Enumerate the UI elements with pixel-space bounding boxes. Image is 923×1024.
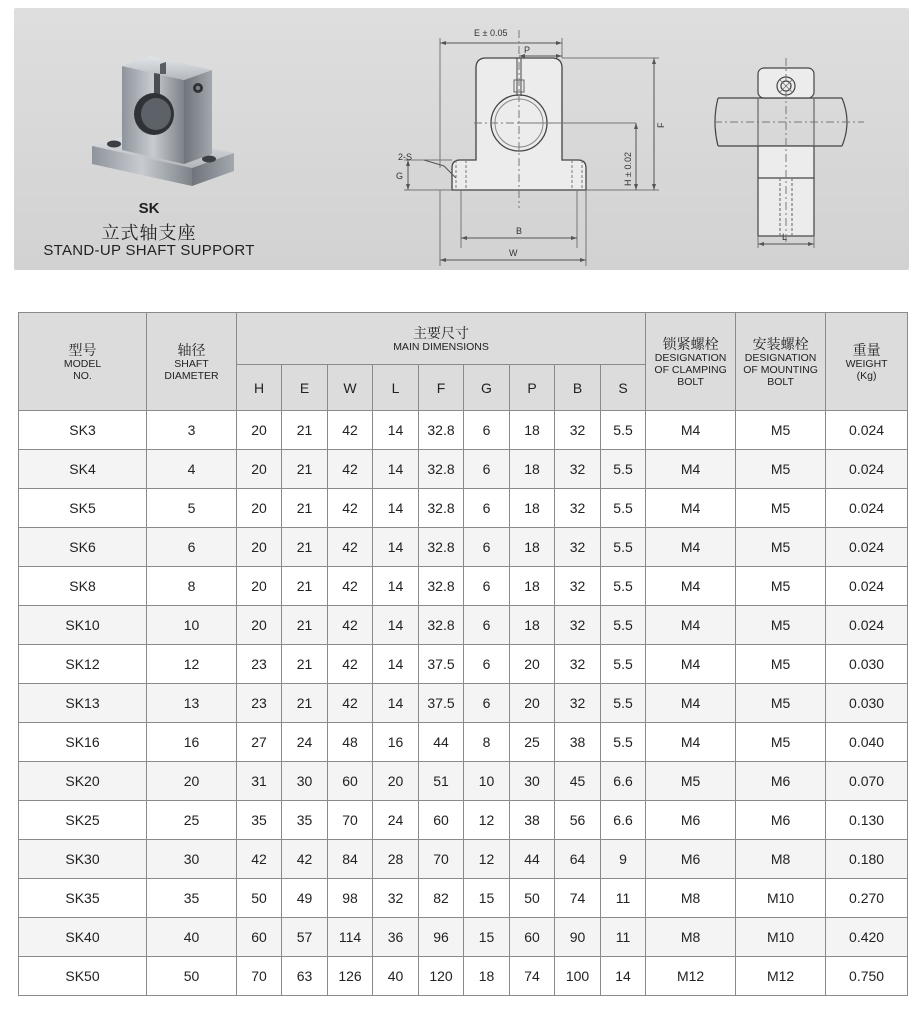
- dim-label-g: G: [396, 171, 404, 181]
- cell-e: 21: [282, 684, 328, 723]
- cell-p: 18: [510, 411, 555, 450]
- cell-s: 6.6: [601, 762, 646, 801]
- cell-clamping-bolt: M4: [646, 567, 736, 606]
- side-view-drawing: [714, 48, 874, 248]
- cell-g: 15: [464, 918, 510, 957]
- cell-mounting-bolt: M6: [736, 762, 826, 801]
- cell-l: 40: [373, 957, 419, 996]
- cell-g: 18: [464, 957, 510, 996]
- cell-p: 18: [510, 450, 555, 489]
- cell-weight: 0.070: [826, 762, 908, 801]
- cell-mounting-bolt: M8: [736, 840, 826, 879]
- cell-model: SK5: [19, 489, 147, 528]
- header-dim-g: G: [464, 365, 510, 411]
- header-weight: 重量 WEIGHT (Kg): [826, 313, 908, 411]
- cell-e: 57: [282, 918, 328, 957]
- cell-weight: 0.024: [826, 567, 908, 606]
- cell-weight: 0.750: [826, 957, 908, 996]
- cell-e: 30: [282, 762, 328, 801]
- cell-shaft-diameter: 25: [147, 801, 237, 840]
- cell-l: 28: [373, 840, 419, 879]
- dim-label-p: P: [524, 45, 531, 55]
- table-row: [19, 489, 908, 528]
- cell-mounting-bolt: M5: [736, 450, 826, 489]
- cell-s: 11: [601, 918, 646, 957]
- cell-mounting-bolt: M6: [736, 801, 826, 840]
- cell-model: SK30: [19, 840, 147, 879]
- cell-p: 18: [510, 567, 555, 606]
- cell-l: 14: [373, 489, 419, 528]
- cell-shaft-diameter: 16: [147, 723, 237, 762]
- cell-w: 42: [328, 528, 373, 567]
- front-view-drawing: [374, 8, 694, 270]
- table-row: [19, 645, 908, 684]
- cell-clamping-bolt: M4: [646, 489, 736, 528]
- cell-e: 21: [282, 450, 328, 489]
- cell-f: 96: [419, 918, 464, 957]
- cell-shaft-diameter: 50: [147, 957, 237, 996]
- product-code: SK: [138, 200, 160, 217]
- cell-mounting-bolt: M5: [736, 723, 826, 762]
- cell-s: 5.5: [601, 606, 646, 645]
- dim-label-e: E ± 0.05: [474, 28, 508, 38]
- cell-p: 18: [510, 606, 555, 645]
- cell-clamping-bolt: M4: [646, 411, 736, 450]
- cell-h: 20: [237, 567, 282, 606]
- dim-label-b: B: [516, 226, 523, 236]
- cell-weight: 0.030: [826, 645, 908, 684]
- cell-b: 32: [555, 606, 601, 645]
- cell-g: 15: [464, 879, 510, 918]
- cell-f: 44: [419, 723, 464, 762]
- cell-p: 74: [510, 957, 555, 996]
- product-name-english: STAND-UP SHAFT SUPPORT: [43, 242, 255, 259]
- cell-p: 18: [510, 489, 555, 528]
- cell-b: 32: [555, 528, 601, 567]
- cell-h: 42: [237, 840, 282, 879]
- cell-clamping-bolt: M8: [646, 918, 736, 957]
- cell-f: 32.8: [419, 450, 464, 489]
- cell-b: 90: [555, 918, 601, 957]
- cell-w: 42: [328, 450, 373, 489]
- cell-e: 63: [282, 957, 328, 996]
- cell-l: 24: [373, 801, 419, 840]
- cell-mounting-bolt: M10: [736, 879, 826, 918]
- table-row: [19, 684, 908, 723]
- cell-l: 20: [373, 762, 419, 801]
- cell-l: 14: [373, 450, 419, 489]
- cell-weight: 0.270: [826, 879, 908, 918]
- cell-p: 30: [510, 762, 555, 801]
- cell-l: 32: [373, 879, 419, 918]
- cell-model: SK10: [19, 606, 147, 645]
- cell-mounting-bolt: M5: [736, 489, 826, 528]
- table-row: [19, 411, 908, 450]
- cell-p: 20: [510, 645, 555, 684]
- cell-b: 32: [555, 684, 601, 723]
- table-row: [19, 840, 908, 879]
- cell-f: 32.8: [419, 411, 464, 450]
- cell-g: 6: [464, 450, 510, 489]
- header-clamping-bolt: 锁紧螺栓 DESIGNATION OF CLAMPING BOLT: [646, 313, 736, 411]
- cell-mounting-bolt: M5: [736, 606, 826, 645]
- cell-s: 5.5: [601, 723, 646, 762]
- cell-weight: 0.130: [826, 801, 908, 840]
- cell-model: SK8: [19, 567, 147, 606]
- cell-weight: 0.420: [826, 918, 908, 957]
- cell-b: 45: [555, 762, 601, 801]
- cell-b: 56: [555, 801, 601, 840]
- cell-e: 21: [282, 411, 328, 450]
- cell-mounting-bolt: M5: [736, 528, 826, 567]
- cell-b: 74: [555, 879, 601, 918]
- cell-e: 42: [282, 840, 328, 879]
- cell-weight: 0.024: [826, 606, 908, 645]
- cell-mounting-bolt: M12: [736, 957, 826, 996]
- cell-g: 6: [464, 567, 510, 606]
- header-dim-e: E: [282, 365, 328, 411]
- cell-model: SK13: [19, 684, 147, 723]
- header-model: 型号 MODEL NO.: [19, 313, 147, 411]
- cell-b: 64: [555, 840, 601, 879]
- cell-shaft-diameter: 4: [147, 450, 237, 489]
- cell-h: 23: [237, 645, 282, 684]
- cell-weight: 0.180: [826, 840, 908, 879]
- cell-model: SK4: [19, 450, 147, 489]
- cell-clamping-bolt: M4: [646, 723, 736, 762]
- cell-s: 5.5: [601, 450, 646, 489]
- cell-g: 6: [464, 411, 510, 450]
- cell-e: 24: [282, 723, 328, 762]
- cell-mounting-bolt: M5: [736, 567, 826, 606]
- cell-model: SK6: [19, 528, 147, 567]
- cell-l: 14: [373, 528, 419, 567]
- cell-g: 6: [464, 645, 510, 684]
- cell-l: 14: [373, 684, 419, 723]
- cell-b: 32: [555, 450, 601, 489]
- cell-model: SK25: [19, 801, 147, 840]
- cell-shaft-diameter: 8: [147, 567, 237, 606]
- cell-f: 70: [419, 840, 464, 879]
- cell-b: 32: [555, 645, 601, 684]
- cell-s: 9: [601, 840, 646, 879]
- cell-p: 25: [510, 723, 555, 762]
- cell-f: 37.5: [419, 684, 464, 723]
- cell-mounting-bolt: M10: [736, 918, 826, 957]
- cell-weight: 0.040: [826, 723, 908, 762]
- cell-e: 49: [282, 879, 328, 918]
- header-dim-f: F: [419, 365, 464, 411]
- cell-e: 21: [282, 489, 328, 528]
- cell-b: 32: [555, 489, 601, 528]
- cell-b: 100: [555, 957, 601, 996]
- cell-clamping-bolt: M4: [646, 645, 736, 684]
- table-row: [19, 801, 908, 840]
- cell-s: 5.5: [601, 411, 646, 450]
- cell-h: 20: [237, 489, 282, 528]
- cell-shaft-diameter: 20: [147, 762, 237, 801]
- header-main-dimensions: 主要尺寸 MAIN DIMENSIONS: [237, 313, 646, 365]
- cell-f: 120: [419, 957, 464, 996]
- header-mounting-bolt: 安装螺栓 DESIGNATION OF MOUNTING BOLT: [736, 313, 826, 411]
- cell-f: 60: [419, 801, 464, 840]
- cell-h: 20: [237, 411, 282, 450]
- cell-l: 16: [373, 723, 419, 762]
- cell-clamping-bolt: M4: [646, 450, 736, 489]
- cell-shaft-diameter: 12: [147, 645, 237, 684]
- cell-f: 82: [419, 879, 464, 918]
- cell-mounting-bolt: M5: [736, 645, 826, 684]
- table-row: [19, 957, 908, 996]
- header-dim-h: H: [237, 365, 282, 411]
- cell-w: 42: [328, 489, 373, 528]
- cell-g: 10: [464, 762, 510, 801]
- cell-f: 32.8: [419, 567, 464, 606]
- cell-shaft-diameter: 10: [147, 606, 237, 645]
- cell-shaft-diameter: 13: [147, 684, 237, 723]
- table-row: [19, 918, 908, 957]
- cell-p: 60: [510, 918, 555, 957]
- cell-weight: 0.024: [826, 450, 908, 489]
- cell-s: 5.5: [601, 684, 646, 723]
- cell-s: 11: [601, 879, 646, 918]
- cell-clamping-bolt: M6: [646, 801, 736, 840]
- cell-model: SK50: [19, 957, 147, 996]
- cell-h: 20: [237, 450, 282, 489]
- cell-s: 14: [601, 957, 646, 996]
- product-header: [14, 8, 909, 270]
- cell-w: 114: [328, 918, 373, 957]
- cell-p: 38: [510, 801, 555, 840]
- cell-s: 6.6: [601, 801, 646, 840]
- cell-w: 42: [328, 411, 373, 450]
- cell-l: 14: [373, 606, 419, 645]
- product-name-chinese: 立式轴支座: [101, 223, 197, 243]
- cell-f: 37.5: [419, 645, 464, 684]
- cell-e: 21: [282, 528, 328, 567]
- header-dim-s: S: [601, 365, 646, 411]
- cell-g: 6: [464, 684, 510, 723]
- table-row: [19, 606, 908, 645]
- cell-model: SK40: [19, 918, 147, 957]
- cell-h: 60: [237, 918, 282, 957]
- cell-b: 32: [555, 411, 601, 450]
- cell-s: 5.5: [601, 645, 646, 684]
- cell-h: 35: [237, 801, 282, 840]
- table-row: [19, 762, 908, 801]
- cell-w: 84: [328, 840, 373, 879]
- cell-clamping-bolt: M5: [646, 762, 736, 801]
- cell-h: 20: [237, 528, 282, 567]
- header-dim-b: B: [555, 365, 601, 411]
- cell-w: 126: [328, 957, 373, 996]
- dim-label-w: W: [509, 248, 518, 258]
- cell-f: 32.8: [419, 606, 464, 645]
- dim-label-f: F: [656, 122, 666, 128]
- cell-b: 38: [555, 723, 601, 762]
- cell-model: SK35: [19, 879, 147, 918]
- cell-f: 32.8: [419, 489, 464, 528]
- cell-w: 42: [328, 684, 373, 723]
- cell-shaft-diameter: 40: [147, 918, 237, 957]
- cell-shaft-diameter: 6: [147, 528, 237, 567]
- header-dim-w: W: [328, 365, 373, 411]
- cell-model: SK3: [19, 411, 147, 450]
- cell-l: 14: [373, 411, 419, 450]
- cell-l: 36: [373, 918, 419, 957]
- table-row: [19, 528, 908, 567]
- cell-h: 31: [237, 762, 282, 801]
- cell-e: 21: [282, 606, 328, 645]
- dim-label-s: 2-S: [398, 152, 413, 162]
- cell-clamping-bolt: M4: [646, 528, 736, 567]
- cell-s: 5.5: [601, 528, 646, 567]
- cell-g: 8: [464, 723, 510, 762]
- cell-weight: 0.024: [826, 528, 908, 567]
- cell-s: 5.5: [601, 567, 646, 606]
- dim-label-l: L: [782, 232, 788, 242]
- cell-mounting-bolt: M5: [736, 684, 826, 723]
- dim-label-h: H ± 0.02: [623, 152, 633, 186]
- cell-g: 6: [464, 528, 510, 567]
- cell-model: SK20: [19, 762, 147, 801]
- cell-p: 18: [510, 528, 555, 567]
- cell-shaft-diameter: 3: [147, 411, 237, 450]
- cell-w: 42: [328, 606, 373, 645]
- cell-h: 20: [237, 606, 282, 645]
- cell-f: 51: [419, 762, 464, 801]
- cell-clamping-bolt: M12: [646, 957, 736, 996]
- cell-g: 12: [464, 801, 510, 840]
- cell-clamping-bolt: M4: [646, 606, 736, 645]
- cell-e: 35: [282, 801, 328, 840]
- header-dim-p: P: [510, 365, 555, 411]
- table-row: [19, 879, 908, 918]
- cell-h: 27: [237, 723, 282, 762]
- cell-p: 44: [510, 840, 555, 879]
- cell-w: 60: [328, 762, 373, 801]
- header-shaft-diameter: 轴径 SHAFT DIAMETER: [147, 313, 237, 411]
- cell-shaft-diameter: 35: [147, 879, 237, 918]
- cell-p: 50: [510, 879, 555, 918]
- cell-w: 70: [328, 801, 373, 840]
- cell-g: 6: [464, 489, 510, 528]
- table-row: [19, 723, 908, 762]
- cell-b: 32: [555, 567, 601, 606]
- product-photo: [74, 38, 244, 198]
- cell-s: 5.5: [601, 489, 646, 528]
- cell-g: 12: [464, 840, 510, 879]
- table-row: [19, 567, 908, 606]
- cell-e: 21: [282, 567, 328, 606]
- cell-g: 6: [464, 606, 510, 645]
- cell-l: 14: [373, 567, 419, 606]
- cell-clamping-bolt: M6: [646, 840, 736, 879]
- cell-weight: 0.024: [826, 489, 908, 528]
- cell-shaft-diameter: 30: [147, 840, 237, 879]
- cell-clamping-bolt: M4: [646, 684, 736, 723]
- cell-weight: 0.030: [826, 684, 908, 723]
- cell-h: 50: [237, 879, 282, 918]
- cell-w: 48: [328, 723, 373, 762]
- cell-w: 42: [328, 567, 373, 606]
- cell-p: 20: [510, 684, 555, 723]
- cell-w: 98: [328, 879, 373, 918]
- cell-shaft-diameter: 5: [147, 489, 237, 528]
- cell-f: 32.8: [419, 528, 464, 567]
- cell-mounting-bolt: M5: [736, 411, 826, 450]
- cell-weight: 0.024: [826, 411, 908, 450]
- specification-table: [18, 312, 908, 996]
- cell-clamping-bolt: M8: [646, 879, 736, 918]
- cell-model: SK12: [19, 645, 147, 684]
- cell-h: 70: [237, 957, 282, 996]
- cell-w: 42: [328, 645, 373, 684]
- cell-model: SK16: [19, 723, 147, 762]
- cell-e: 21: [282, 645, 328, 684]
- cell-l: 14: [373, 645, 419, 684]
- cell-h: 23: [237, 684, 282, 723]
- header-dim-l: L: [373, 365, 419, 411]
- table-row: [19, 450, 908, 489]
